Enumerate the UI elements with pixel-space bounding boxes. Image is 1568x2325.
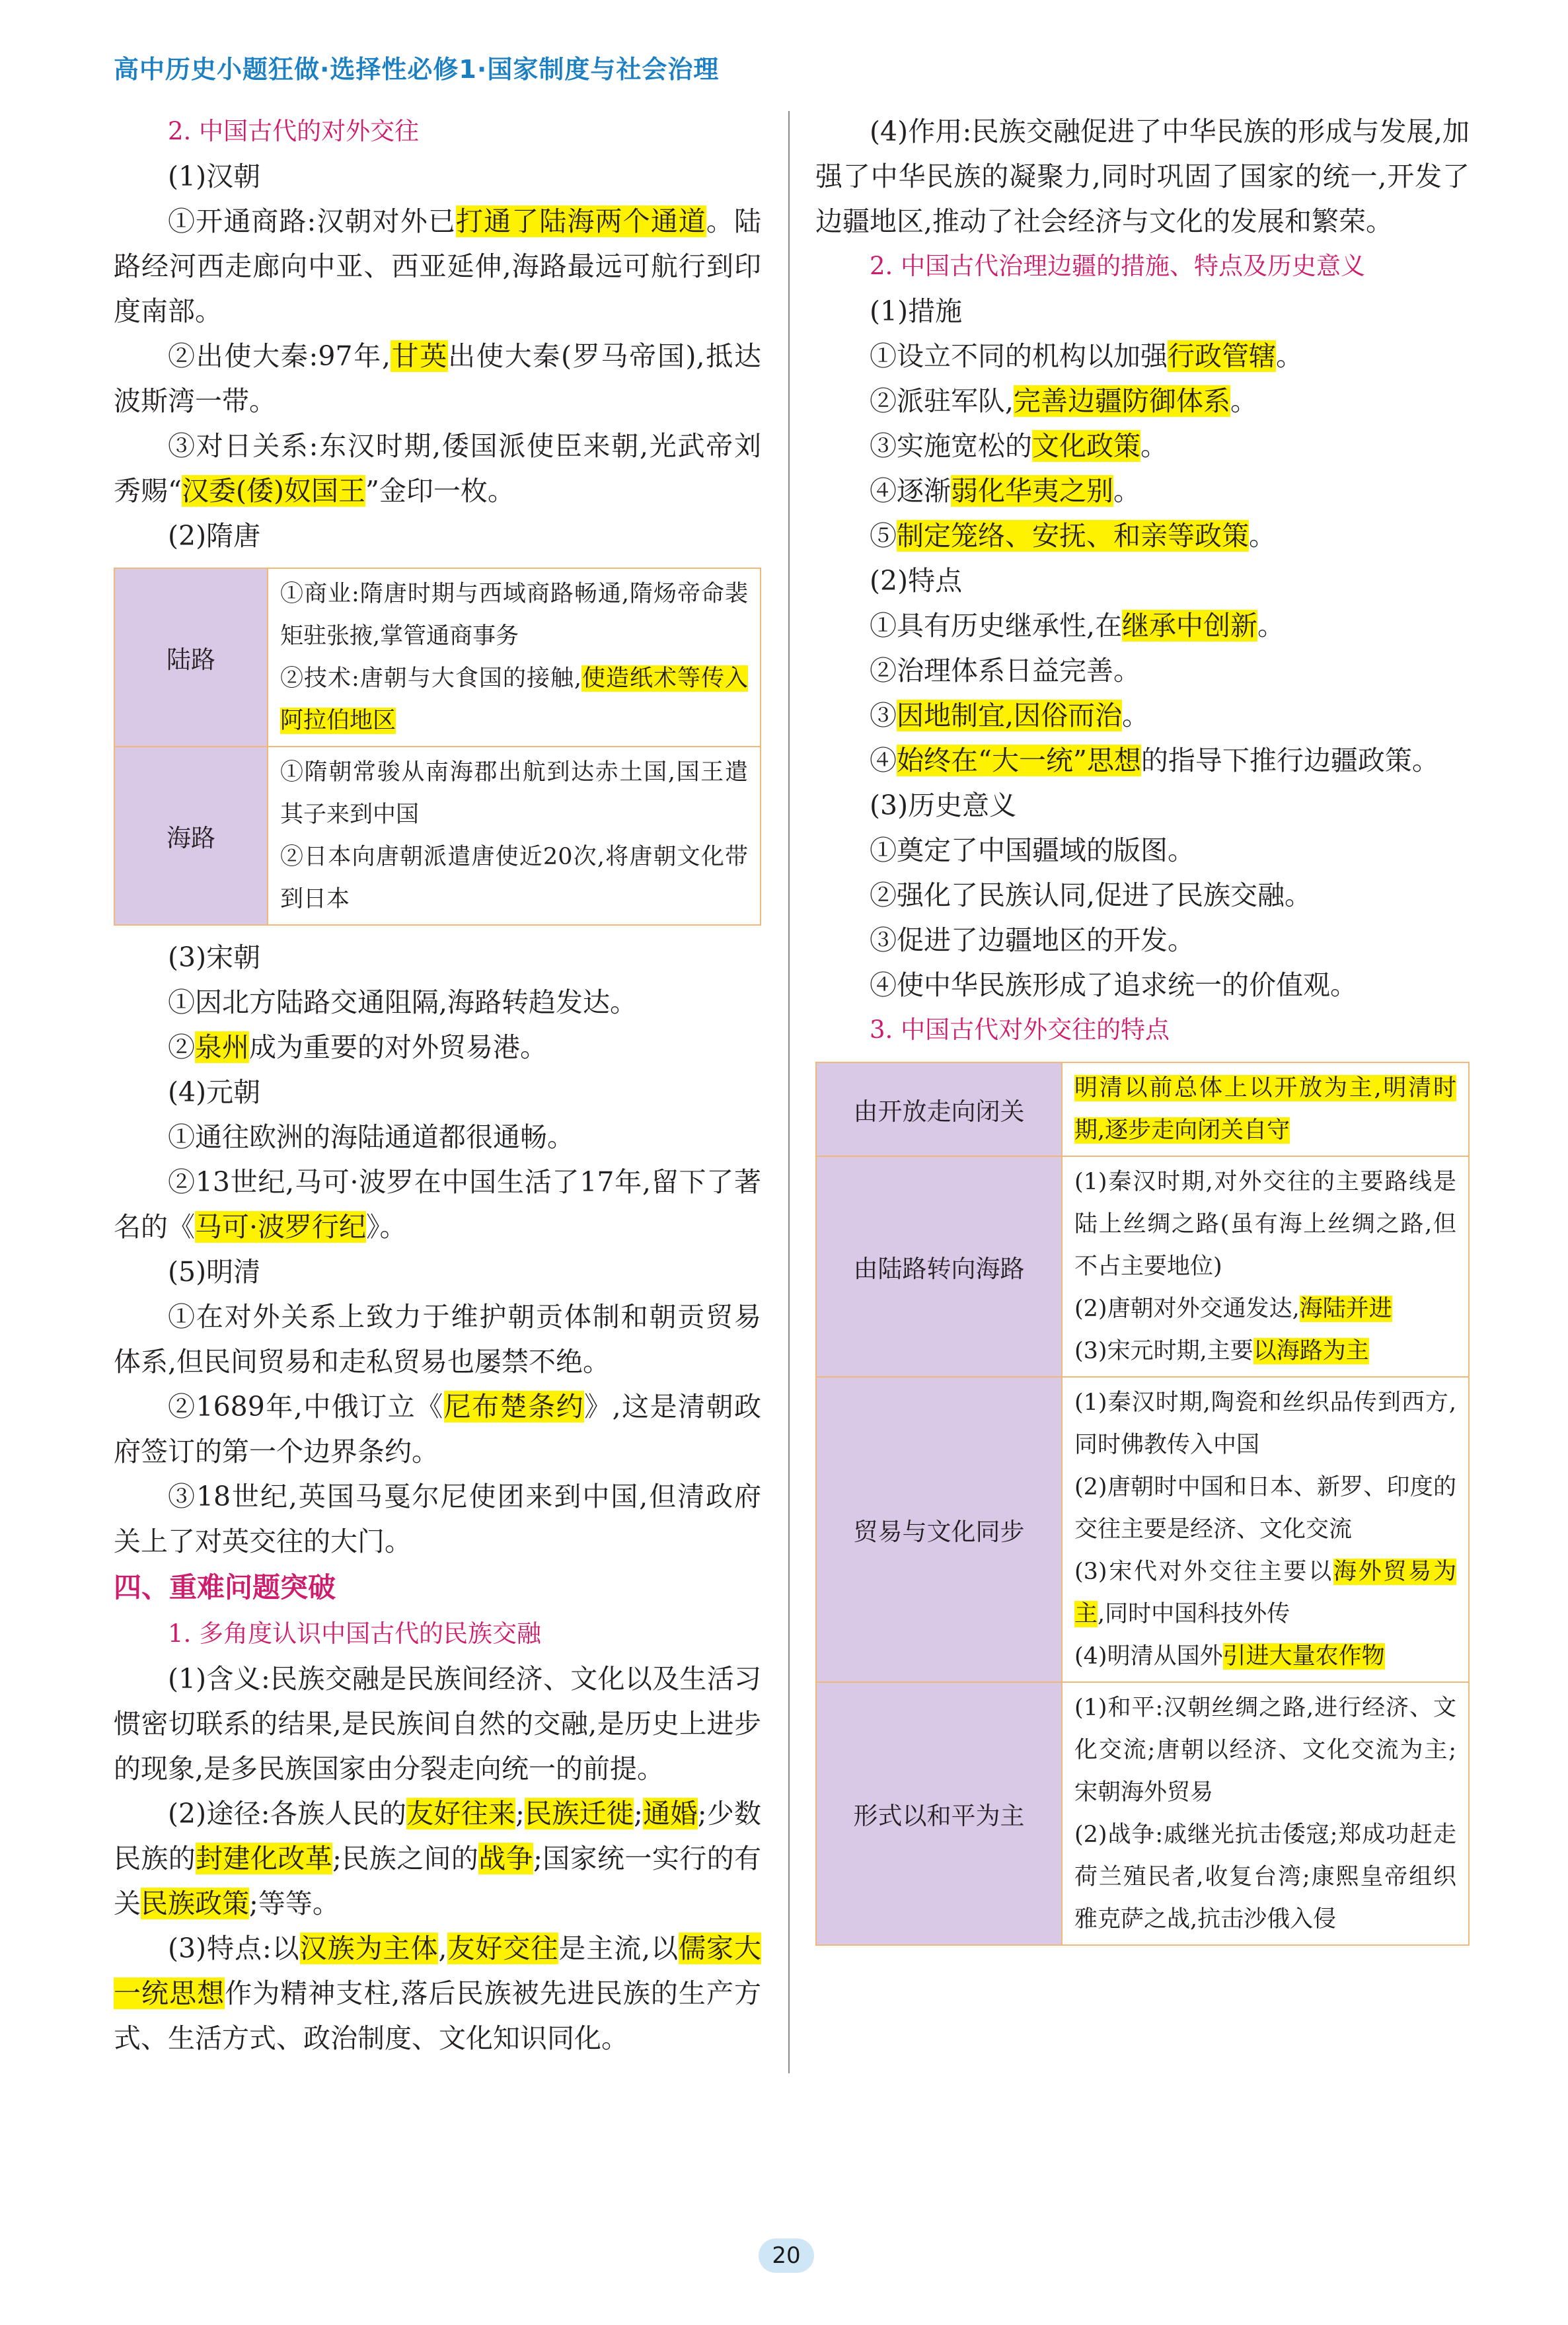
- paragraph: ②出使大秦:97年,甘英出使大秦(罗马帝国),抵达波斯湾一带。: [114, 340, 761, 417]
- highlight: 汉委(倭)奴国王: [181, 475, 365, 507]
- highlight: 民族迁徙: [524, 1798, 634, 1829]
- right-column: [815, 109, 1470, 1946]
- highlight: 儒家大一统思想: [114, 1933, 762, 2009]
- table-header-cell: 由开放走向闭关: [816, 1062, 1062, 1156]
- highlight: 民族政策: [141, 1888, 249, 1919]
- paragraph: (3)宋朝: [168, 941, 261, 973]
- highlight: 汉族为主体: [299, 1933, 439, 1964]
- highlight: 友好往来: [406, 1798, 516, 1829]
- highlight: 海陆并进: [1299, 1296, 1392, 1322]
- paragraph: ④始终在“大一统”思想的指导下推行边疆政策。: [870, 745, 1439, 776]
- highlight: 以海路为主: [1253, 1338, 1369, 1364]
- highlight: 友好交往: [447, 1933, 559, 1964]
- foreign-relations-table: [815, 1062, 1470, 1946]
- table-cell: (1)秦汉时期,对外交往的主要路线是陆上丝绸之路(虽有海上丝绸之路,但不占主要地位) (2)唐朝对外交通发达,海陆并进 (3)宋元时期,主要以海路为主: [1062, 1156, 1469, 1377]
- subsection-title: 2. 中国古代的对外交往: [168, 117, 420, 145]
- highlight: 弱化华夷之别: [951, 475, 1113, 507]
- paragraph: ②1689年,中俄订立《尼布楚条约》,这是清朝政府签订的第一个边界条约。: [114, 1391, 761, 1467]
- table-cell: (1)秦汉时期,陶瓷和丝织品传到西方,同时佛教传入中国 (2)唐朝时中国和日本、新罗、印度的交往主要是经济、文化交流 (3)宋代对外交往主要以海外贸易为主,同时中国科技外传 (4)明清从国外引进大量农作物: [1062, 1377, 1469, 1682]
- paragraph: ②泉州成为重要的对外贸易港。: [168, 1031, 547, 1063]
- table-header-cell: 贸易与文化同步: [816, 1377, 1062, 1682]
- highlight: 封建化改革: [196, 1843, 333, 1874]
- paragraph: ④使中华民族形成了追求统一的价值观。: [870, 969, 1357, 1001]
- subsection-title: 2. 中国古代治理边疆的措施、特点及历史意义: [870, 252, 1366, 280]
- paragraph: (2)特点: [870, 565, 963, 597]
- paragraph: ①奠定了中国疆域的版图。: [870, 834, 1195, 866]
- subsection-title: 3. 中国古代对外交往的特点: [870, 1015, 1170, 1044]
- highlight: 继承中创新: [1122, 610, 1258, 642]
- running-header: 高中历史小题狂做·选择性必修1·国家制度与社会治理: [114, 55, 720, 84]
- paragraph: ①设立不同的机构以加强行政管辖。: [870, 340, 1303, 372]
- paragraph: ①通往欧洲的海陆通道都很通畅。: [168, 1121, 574, 1153]
- table-row: [114, 568, 761, 747]
- table-header-cell: 陆路: [114, 568, 268, 747]
- paragraph: ③促进了边疆地区的开发。: [870, 924, 1195, 956]
- paragraph: (3)历史意义: [870, 790, 1017, 821]
- paragraph: ①具有历史继承性,在继承中创新。: [870, 610, 1285, 642]
- paragraph: ③因地制宜,因俗而治。: [870, 700, 1150, 731]
- highlight: 制定笼络、安抚、和亲等政策: [897, 520, 1249, 552]
- column-divider: [788, 111, 790, 2073]
- paragraph: (2)途径:各族人民的友好往来;民族迁徙;通婚;少数民族的封建化改革;民族之间的战争;国家统一实行的有关民族政策;等等。: [114, 1798, 762, 1919]
- paragraph: ③18世纪,英国马戛尔尼使团来到中国,但清政府关上了对英交往的大门。: [114, 1481, 761, 1557]
- table-row: [816, 1062, 1469, 1156]
- highlight: 完善边疆防御体系: [1014, 385, 1231, 417]
- highlight: 明清以前总体上以开放为主,明清时期,逐步走向闭关自守: [1074, 1075, 1456, 1144]
- paragraph: (1)含义:民族交融是民族间经济、文化以及生活习惯密切联系的结果,是民族间自然的交融,是历史上进步的现象,是多民族国家由分裂走向统一的前提。: [114, 1663, 761, 1785]
- highlight: 始终在“大一统”思想: [897, 745, 1141, 776]
- paragraph: ③对日关系:东汉时期,倭国派使臣来朝,光武帝刘秀赐“汉委(倭)奴国王”金印一枚。: [114, 430, 761, 507]
- paragraph: ⑤制定笼络、安抚、和亲等政策。: [870, 520, 1276, 552]
- highlight: 通婚: [642, 1798, 698, 1829]
- paragraph: ③实施宽松的文化政策。: [870, 430, 1168, 462]
- paragraph: ①因北方陆路交通阻隔,海路转趋发达。: [168, 986, 638, 1018]
- paragraph: ④逐渐弱化华夷之别。: [870, 475, 1140, 507]
- highlight: 打通了陆海两个通道: [455, 205, 706, 237]
- table-row: [816, 1682, 1469, 1945]
- table-cell: ①商业:隋唐时期与西域商路畅通,隋炀帝命裴矩驻张掖,掌管通商事务 ②技术:唐朝与大食国的接触,使造纸术等传入阿拉伯地区: [268, 568, 761, 747]
- highlight: 马可·波罗行纪: [195, 1211, 367, 1243]
- highlight: 甘英: [391, 340, 449, 372]
- highlight: 尼布楚条约: [443, 1391, 585, 1422]
- highlight: 因地制宜,因俗而治: [897, 700, 1123, 731]
- table-header-cell: 海路: [114, 747, 268, 925]
- table-header-cell: 由陆路转向海路: [816, 1156, 1062, 1377]
- left-column: [114, 109, 761, 2061]
- paragraph: (1)汉朝: [168, 161, 261, 192]
- table-header-cell: 形式以和平为主: [816, 1682, 1062, 1945]
- table-row: [114, 747, 761, 925]
- paragraph: ②13世纪,马可·波罗在中国生活了17年,留下了著名的《马可·波罗行纪》。: [114, 1166, 761, 1243]
- paragraph: (1)措施: [870, 295, 963, 327]
- paragraph: (4)元朝: [168, 1076, 261, 1108]
- paragraph: ①在对外关系上致力于维护朝贡体制和朝贡贸易体系,但民间贸易和走私贸易也屡禁不绝。: [114, 1301, 761, 1378]
- paragraph: ②治理体系日益完善。: [870, 655, 1140, 686]
- highlight: 海外贸易为主: [1074, 1559, 1456, 1627]
- table-row: [816, 1156, 1469, 1377]
- section-heading: 四、重难问题突破: [114, 1571, 336, 1604]
- paragraph: ①开通商路:汉朝对外已打通了陆海两个通道。陆路经河西走廊向中亚、西亚延伸,海路最远可航行到印度南部。: [114, 205, 762, 327]
- highlight: 使造纸术等传入阿拉伯地区: [280, 665, 748, 734]
- paragraph: (2)隋唐: [168, 520, 261, 552]
- table-cell: [1062, 1062, 1469, 1156]
- highlight: 战争: [478, 1843, 534, 1874]
- highlight: 泉州: [195, 1031, 249, 1063]
- paragraph: (4)作用:民族交融促进了中华民族的形成与发展,加强了中华民族的凝聚力,同时巩固了国家的统一,开发了边疆地区,推动了社会经济与文化的发展和繁荣。: [815, 116, 1470, 237]
- paragraph: (5)明清: [168, 1256, 261, 1288]
- table-row: [816, 1377, 1469, 1682]
- highlight: 文化政策: [1032, 430, 1140, 462]
- highlight: 引进大量农作物: [1222, 1643, 1385, 1670]
- paragraph: ②强化了民族认同,促进了民族交融。: [870, 879, 1312, 911]
- table-cell: ①隋朝常骏从南海郡出航到达赤土国,国王遣其子来到中国 ②日本向唐朝派遣唐使近20次,将唐朝文化带到日本: [268, 747, 761, 925]
- paragraph: (3)特点:以汉族为主体,友好交往是主流,以儒家大一统思想作为精神支柱,落后民族被先进民族的生产方式、生活方式、政治制度、文化知识同化。: [114, 1933, 762, 2054]
- page-number: 20: [759, 2238, 814, 2273]
- paragraph: ②派驻军队,完善边疆防御体系。: [870, 385, 1258, 417]
- table-cell: (1)和平:汉朝丝绸之路,进行经济、文化交流;唐朝以经济、文化交流为主;宋朝海外贸易 (2)战争:戚继光抗击倭寇;郑成功赶走荷兰殖民者,收复台湾;康熙皇帝组织雅克萨之战,抗击沙俄入侵: [1062, 1682, 1469, 1945]
- suitang-table: [114, 568, 761, 926]
- subsection-title: 1. 多角度认识中国古代的民族交融: [168, 1619, 542, 1648]
- highlight: 行政管辖: [1168, 340, 1276, 372]
